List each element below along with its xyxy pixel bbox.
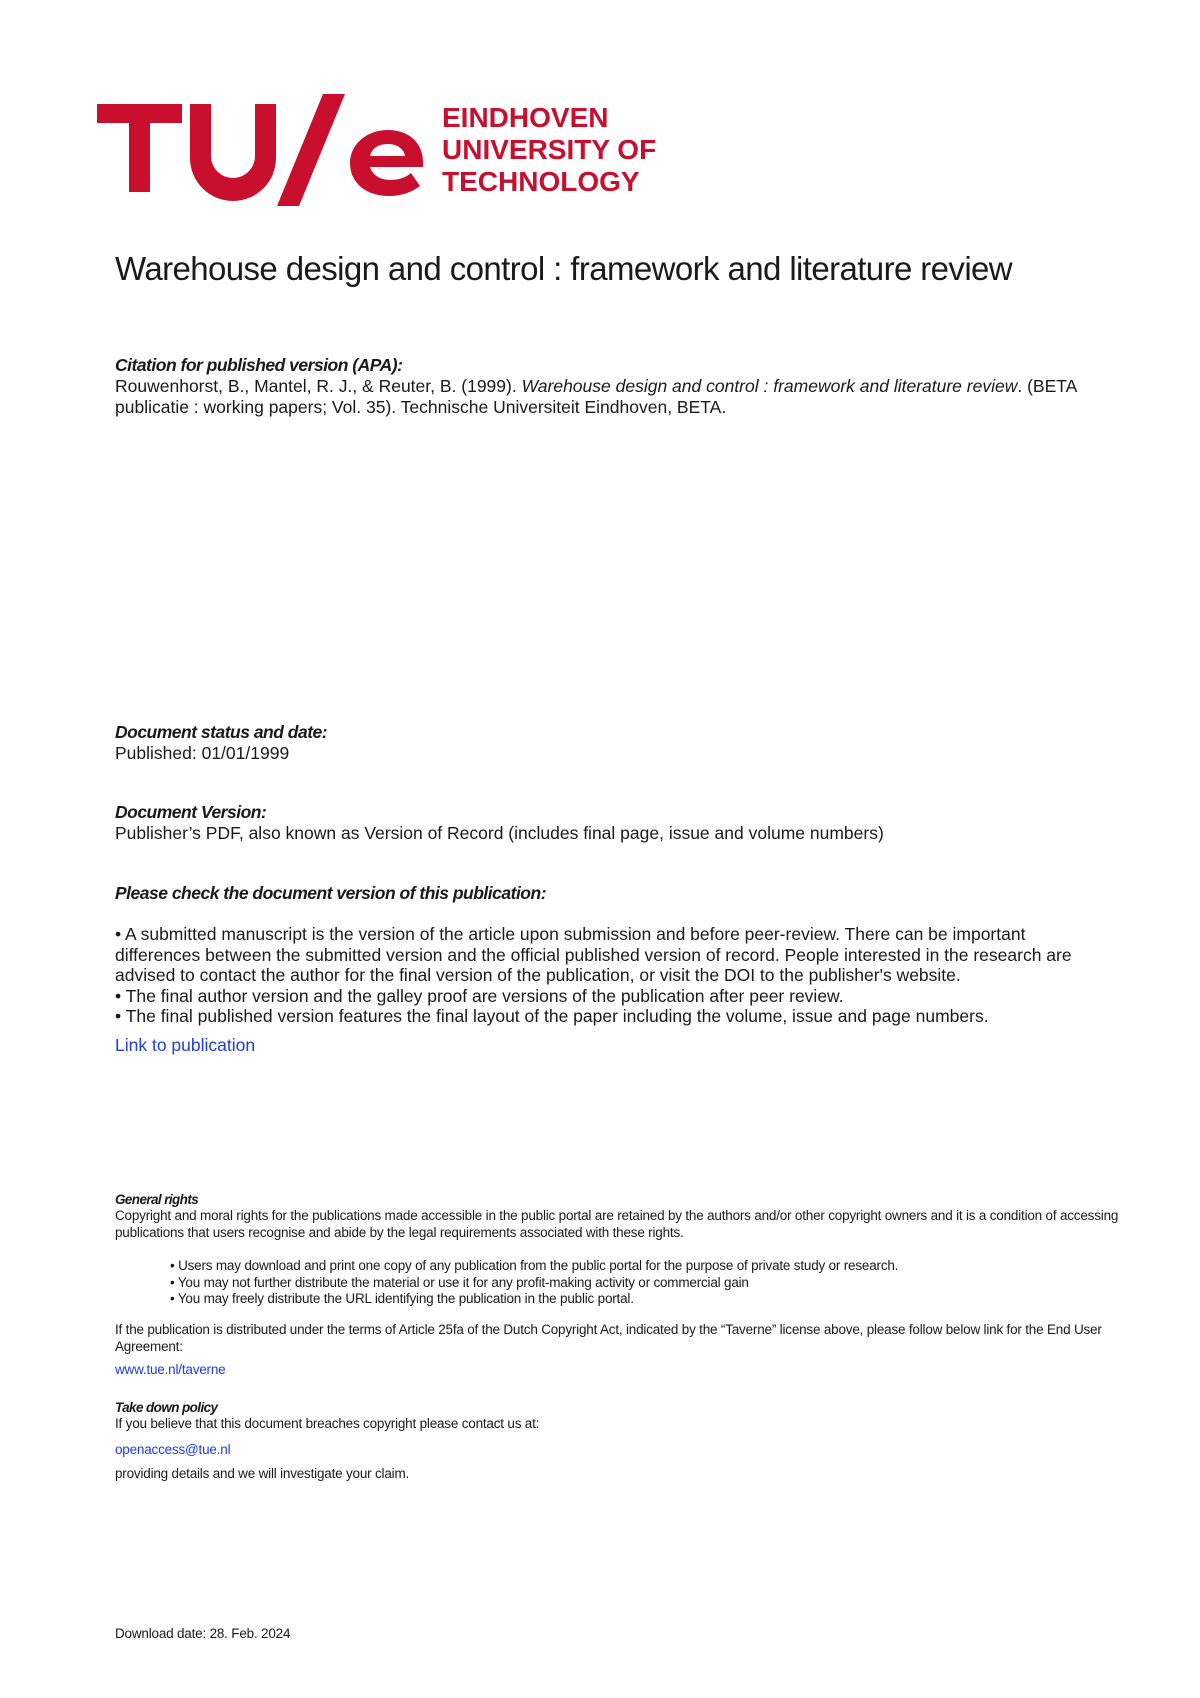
check-bullet: • The final published version features the final layout of the paper including the volume, issue and page numbers. — [115, 1006, 989, 1026]
status-section — [115, 722, 1095, 764]
logo-line3: TECHNOLOGY — [442, 166, 640, 197]
rights-bullet: • You may not further distribute the material or use it for any profit-making activity or commercial gain — [170, 1274, 749, 1290]
takedown-text: If you believe that this document breaches copyright please contact us at: — [115, 1416, 540, 1431]
status-value: Published: 01/01/1999 — [115, 743, 290, 763]
version-heading: Document Version: — [115, 802, 267, 822]
rights-bullet: • Users may download and print one copy of any publication from the public portal for the purpose of private study or research. — [170, 1258, 899, 1273]
rights-heading: General rights — [115, 1192, 199, 1207]
logo-line2: UNIVERSITY OF — [442, 134, 657, 165]
taverne-link[interactable]: www.tue.nl/taverne — [115, 1362, 226, 1377]
status-heading: Document status and date: — [115, 722, 328, 742]
check-list — [115, 924, 1095, 1027]
takedown-email-link[interactable]: openaccess@tue.nl — [115, 1442, 231, 1457]
citation-authors: Rouwenhorst, B., Mantel, R. J., & Reuter, B. (1999). — [115, 376, 522, 396]
citation-rest: . (BETA publicatie : working papers; Vol. 35). Technische Universiteit Eindhoven, BETA. — [115, 376, 1077, 417]
download-date: Download date: 28. Feb. 2024 — [115, 1626, 291, 1641]
rights-section — [115, 1192, 1135, 1241]
taverne-text: If the publication is distributed under the terms of Article 25fa of the Dutch Copyright Act, indicated by the “Taverne” license above, please follow below link for the End User Agreement: — [115, 1322, 1102, 1354]
rights-bullet: • You may freely distribute the URL identifying the publication in the public portal. — [170, 1291, 634, 1306]
version-section — [115, 802, 1095, 844]
tue-logo — [97, 94, 657, 206]
check-section — [115, 883, 1095, 1055]
publication-link[interactable]: Link to publication — [115, 1034, 256, 1055]
takedown-section — [115, 1400, 1135, 1433]
version-value: Publisher’s PDF, also known as Version of Record (includes final page, issue and volume numbers) — [115, 823, 884, 843]
check-bullet: • The final author version and the galley proof are versions of the publication after peer review. — [115, 985, 844, 1006]
takedown-closing: providing details and we will investigate your claim. — [115, 1466, 410, 1481]
rights-list — [170, 1258, 1120, 1308]
takedown-heading: Take down policy — [115, 1400, 218, 1415]
check-heading: Please check the document version of this publication: — [115, 883, 547, 903]
document-title: Warehouse design and control : framework and literature review — [115, 250, 1013, 287]
logo-line1: EINDHOVEN — [442, 102, 609, 133]
citation-text — [115, 376, 1095, 417]
citation-heading: Citation for published version (APA): — [115, 355, 403, 375]
citation-section — [115, 355, 1095, 417]
check-bullet: • A submitted manuscript is the version of the article upon submission and before peer-review. There can be important differences between the submitted version and the official published version of record. People interested in the research are advised to contact the author for the final version of the publication, or visit the DOI to the publisher's website. — [115, 924, 1072, 985]
rights-intro: Copyright and moral rights for the publications made accessible in the public portal are retained by the authors and/or other copyright owners and it is a condition of accessing publications that users recognise and abide by the legal requirements associated with these rights. — [115, 1208, 1119, 1240]
citation-work-title: Warehouse design and control : framework and literature review — [521, 376, 1018, 396]
